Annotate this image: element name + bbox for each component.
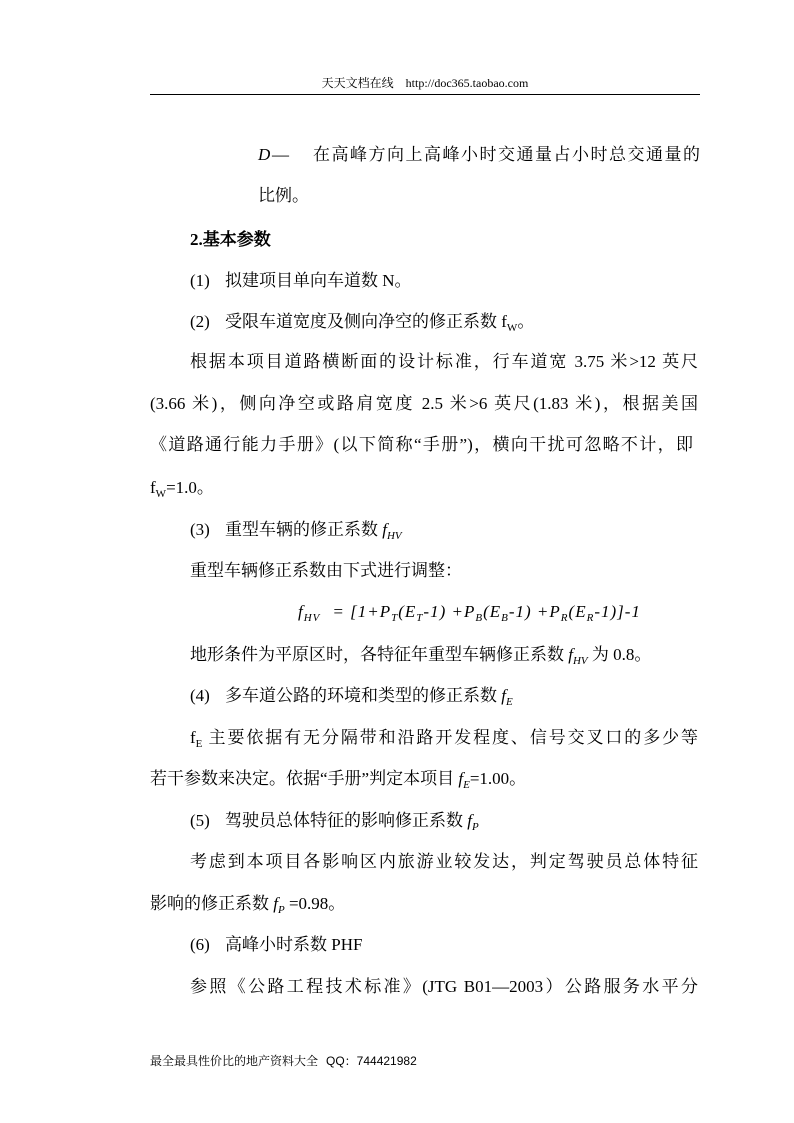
item-4-subscript: E (505, 696, 513, 708)
formula-sub: R (586, 612, 595, 624)
item-1-text: 拟建项目单向车道数 N。 (225, 271, 412, 290)
hv-result-end: 为 0.8。 (587, 645, 652, 664)
item-2-symbol: f (501, 312, 507, 331)
driver-para-line-2-text: 影响的修正系数 (150, 894, 274, 913)
item-5-symbol: f (467, 811, 472, 830)
fe-symbol: f (190, 728, 196, 747)
fp-subscript: P (277, 904, 285, 916)
footer-text: 最全最具性价比的地产资料大全 (150, 1054, 319, 1068)
env-para-line-2 (150, 767, 526, 791)
item-3 (190, 518, 402, 542)
item-6-text: 高峰小时系数 PHF (225, 935, 363, 954)
formula-part: (E (568, 602, 587, 621)
width-para-line-2: (3.66 米)，侧向净空或路肩宽度 2.5 米>6 英尺(1.83 米)，根据美国 (150, 394, 698, 413)
item-2-number: (2) (190, 312, 210, 331)
formula-part: -1) +P (508, 602, 561, 621)
page-footer (150, 1053, 417, 1069)
item-6-number: (6) (190, 935, 210, 954)
driver-para-line-2 (150, 892, 345, 916)
item-3-symbol: f (382, 520, 387, 539)
section-title: 2.基本参数 (190, 230, 271, 249)
fe-subscript: E (463, 779, 470, 791)
page-header (150, 75, 700, 91)
item-5-subscript: P (471, 821, 479, 833)
item-2-end: 。 (517, 312, 535, 331)
item-1-number: (1) (190, 271, 210, 290)
formula-part: -1)]-1 (594, 602, 641, 621)
width-para-line-3: 《道路通行能力手册》(以下简称“手册”)，横向干扰可忽略不计，即 (150, 435, 693, 454)
hv-result (190, 643, 651, 667)
fe-symbol: f (458, 769, 464, 788)
formula-sub: HV (303, 612, 321, 624)
env-para-line-2-text: 若干参数来决定。依据“手册”判定本项目 (150, 769, 459, 788)
item-5 (190, 809, 479, 833)
item-2-subscript: W (506, 322, 518, 334)
width-para-line-4 (150, 476, 214, 500)
hv-result-text: 地形条件为平原区时，各特征年重型车辆修正系数 (190, 645, 569, 664)
item-2 (190, 310, 534, 334)
item-3-text: 重型车辆的修正系数 (225, 520, 383, 539)
fhv-formula (298, 600, 641, 624)
d-definition-text: 在高峰方向上高峰小时交通量占小时总交通量的 (313, 145, 700, 164)
item-6 (190, 933, 362, 957)
formula-part: f (298, 602, 304, 621)
formula-part: (E (483, 602, 502, 621)
item-5-text: 驾驶员总体特征的影响修正系数 (225, 811, 468, 830)
item-2-text: 受限车道宽度及侧向净空的修正系数 (225, 312, 502, 331)
item-4-number: (4) (190, 686, 210, 705)
fe-subscript: E (195, 738, 203, 750)
env-para-line-1 (190, 726, 698, 750)
fe-value: =1.00。 (469, 769, 527, 788)
item-4-symbol: f (501, 686, 506, 705)
formula-sub: T (391, 612, 399, 624)
driver-para-line-1: 考虑到本项目各影响区内旅游业较发达，判定驾驶员总体特征 (190, 852, 698, 871)
formula-part: -1) +P (423, 602, 476, 621)
item-4 (190, 684, 513, 708)
d-definition-line (258, 143, 700, 167)
hv-result-subscript: HV (572, 655, 588, 667)
header-url: http://doc365.taobao.com (405, 76, 529, 90)
item-3-subscript: HV (386, 530, 402, 542)
item-4-text: 多车道公路的环境和类型的修正系数 (225, 686, 502, 705)
fw-value: =1.0。 (166, 478, 214, 497)
formula-part: (E (398, 602, 417, 621)
formula-sub: R (560, 612, 569, 624)
formula-sub: B (475, 612, 484, 624)
item-5-number: (5) (190, 811, 210, 830)
d-definition-continuation: 比例。 (258, 186, 309, 205)
fw-symbol: f (150, 478, 156, 497)
d-symbol: D (258, 145, 271, 164)
d-dash: — (272, 145, 289, 164)
env-para-line-1-text: 主要依据有无分隔带和沿路开发程度、信号交叉口的多少等 (202, 728, 698, 747)
header-site-name: 天天文档在线 (321, 76, 394, 90)
hv-intro: 重型车辆修正系数由下式进行调整： (190, 561, 462, 580)
footer-qq: QQ：744421982 (326, 1054, 417, 1068)
fp-value: =0.98。 (284, 894, 346, 913)
hv-result-symbol: f (568, 645, 573, 664)
formula-part: = [1+P (332, 602, 392, 621)
formula-sub: T (416, 612, 424, 624)
fp-symbol: f (273, 894, 278, 913)
fw-subscript: W (155, 488, 167, 500)
header-rule (150, 94, 700, 95)
formula-sub: B (501, 612, 509, 624)
phf-para-line-1: 参照《公路工程技术标准》(JTG B01—2003）公路服务水平分 (190, 977, 698, 996)
item-3-number: (3) (190, 520, 210, 539)
item-1 (190, 269, 412, 293)
width-para-line-1: 根据本项目道路横断面的设计标准，行车道宽 3.75 米>12 英尺 (190, 352, 698, 371)
